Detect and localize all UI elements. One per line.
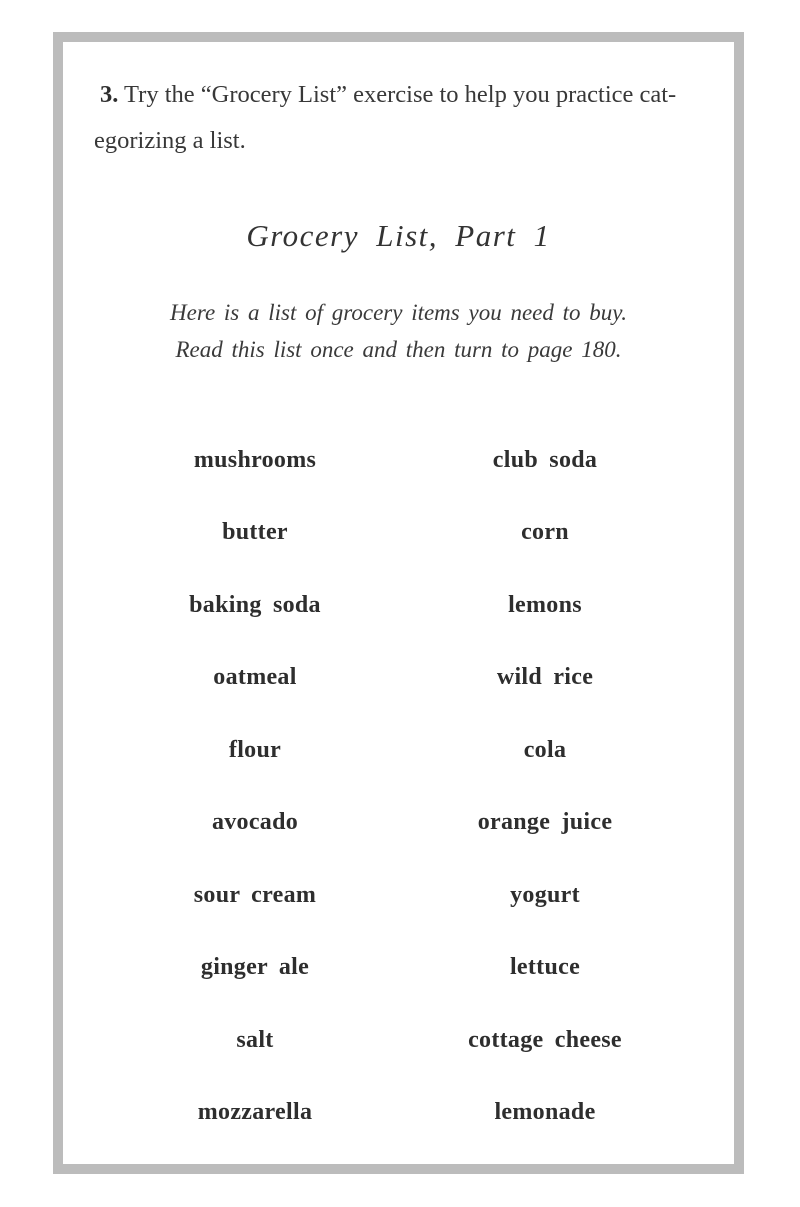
instruction-paragraph: [94, 72, 726, 164]
grocery-item: salt: [236, 1026, 274, 1053]
instruction-line-1: Try the “Grocery List” exercise to help you practice cat-: [118, 81, 677, 108]
exercise-title: Grocery List, Part 1: [246, 218, 551, 253]
grocery-item: flour: [228, 736, 282, 763]
grocery-item: mozzarella: [197, 1099, 313, 1126]
grocery-item: corn: [521, 519, 569, 546]
grocery-item: lemons: [508, 591, 582, 618]
grocery-item: cola: [523, 736, 567, 763]
instruction-line-2: egorizing a list.: [94, 127, 246, 154]
grocery-item: yogurt: [510, 881, 580, 908]
grocery-item: avocado: [211, 809, 299, 836]
grocery-item: cottage cheese: [468, 1026, 622, 1053]
subtitle-line-1: Here is a list of grocery items you need to buy.: [170, 300, 627, 325]
grocery-item: club soda: [492, 446, 598, 473]
grocery-item: ginger ale: [200, 954, 310, 981]
grocery-item: baking soda: [189, 591, 321, 618]
instruction-number: 3.: [100, 81, 119, 108]
grocery-item: lemonade: [494, 1099, 596, 1126]
grocery-item: mushrooms: [193, 446, 317, 473]
page-frame: [53, 32, 744, 1174]
subtitle-line-2: Read this list once and then turn to page 180.: [175, 337, 622, 362]
grocery-item: lettuce: [509, 954, 581, 981]
grocery-item: butter: [222, 519, 288, 546]
grocery-item: orange juice: [477, 809, 613, 836]
grocery-item: wild rice: [496, 664, 594, 691]
exercise-subtitle: [63, 294, 734, 368]
grocery-item: oatmeal: [213, 664, 297, 691]
grocery-item: sour cream: [193, 881, 317, 908]
grocery-list: [110, 424, 690, 1149]
